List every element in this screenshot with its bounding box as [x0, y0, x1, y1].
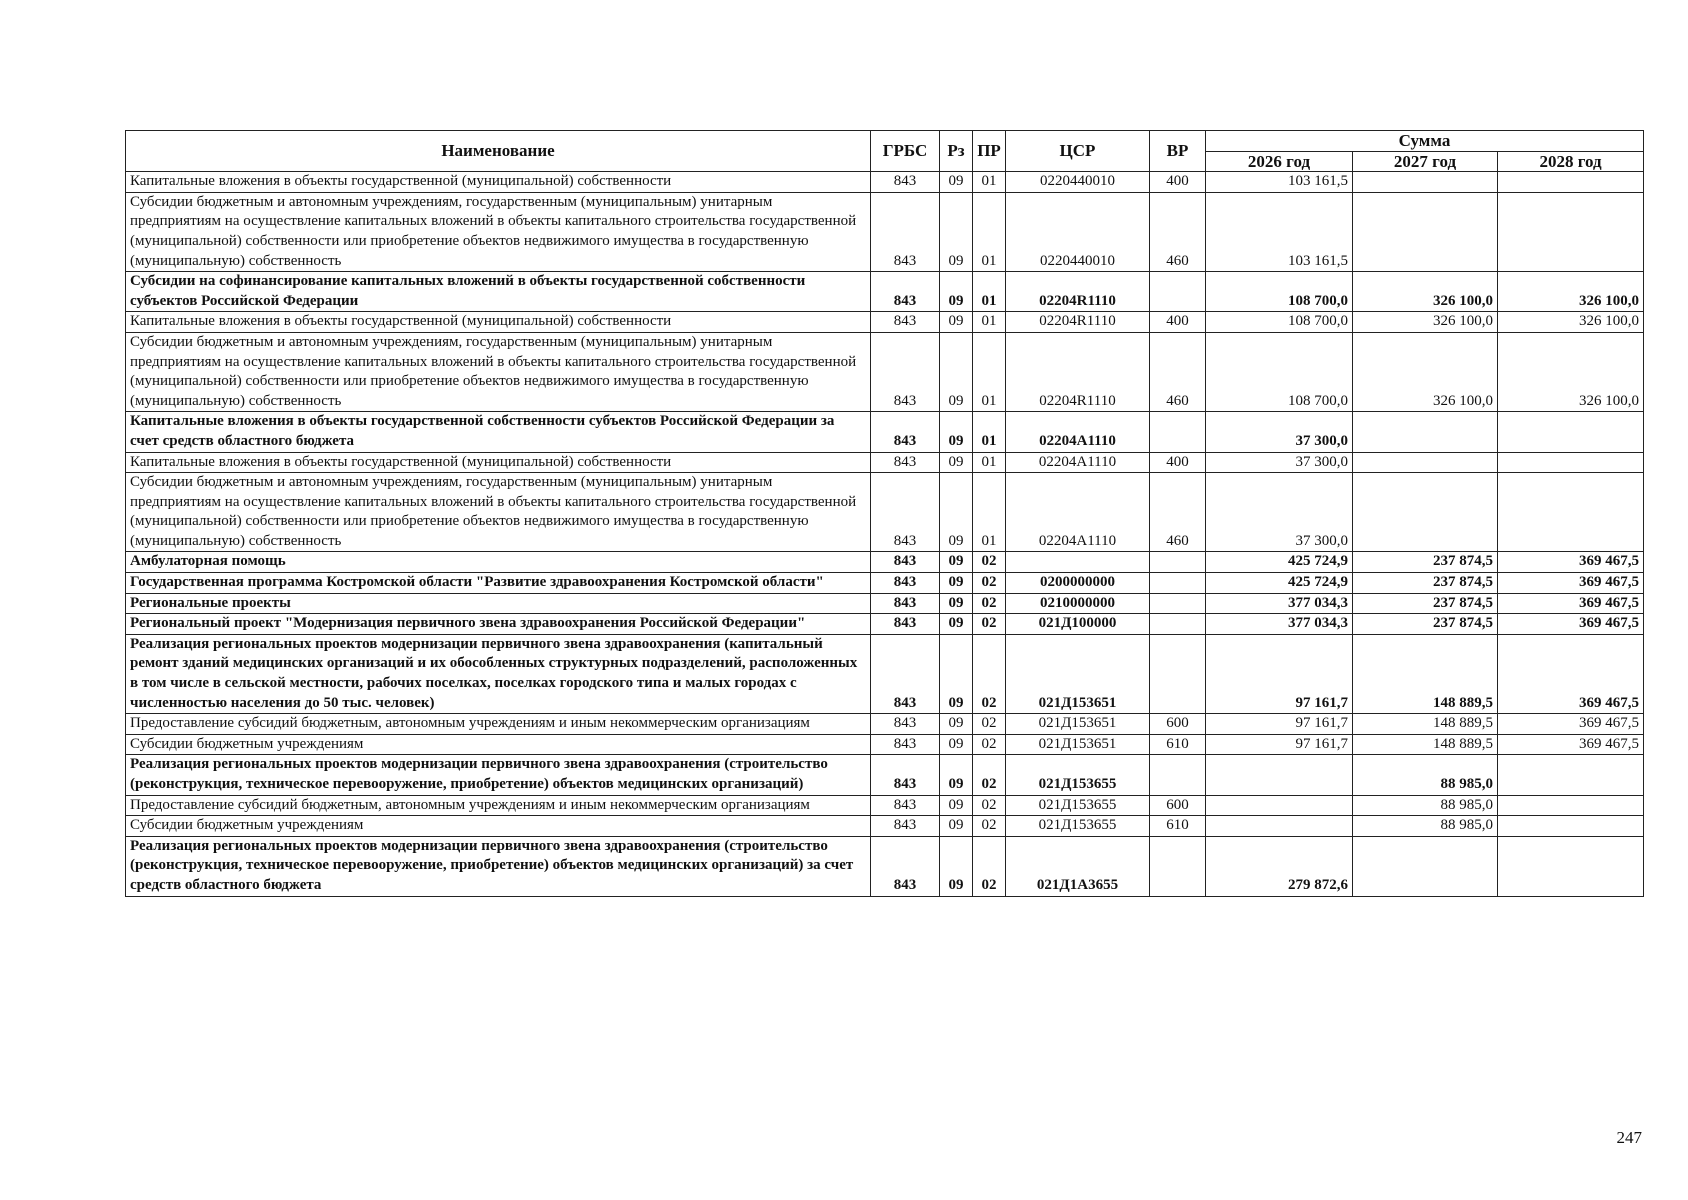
cell-rz: 09 — [940, 795, 973, 816]
table-header — [126, 131, 1644, 172]
cell-2027: 148 889,5 — [1353, 734, 1498, 755]
cell-2026: 103 161,5 — [1206, 192, 1353, 271]
cell-csr: 021Д153651 — [1006, 714, 1150, 735]
cell-name: Амбулаторная помощь — [126, 552, 871, 573]
cell-pr: 02 — [973, 573, 1006, 594]
cell-2027: 148 889,5 — [1353, 714, 1498, 735]
cell-2026 — [1206, 816, 1353, 837]
cell-rz: 09 — [940, 634, 973, 713]
cell-grbs: 843 — [871, 795, 940, 816]
table-row — [126, 634, 1644, 713]
cell-2027: 237 874,5 — [1353, 552, 1498, 573]
cell-vr: 400 — [1150, 172, 1206, 193]
cell-2026: 425 724,9 — [1206, 552, 1353, 573]
cell-2028 — [1498, 836, 1644, 896]
table-row — [126, 573, 1644, 594]
cell-csr: 021Д100000 — [1006, 614, 1150, 635]
cell-grbs: 843 — [871, 614, 940, 635]
table-row — [126, 192, 1644, 271]
table-row — [126, 836, 1644, 896]
cell-2026: 37 300,0 — [1206, 412, 1353, 452]
cell-rz: 09 — [940, 714, 973, 735]
cell-2026: 103 161,5 — [1206, 172, 1353, 193]
cell-csr: 02204A1110 — [1006, 473, 1150, 552]
cell-2027: 237 874,5 — [1353, 614, 1498, 635]
cell-2026: 97 161,7 — [1206, 714, 1353, 735]
cell-pr: 02 — [973, 816, 1006, 837]
cell-vr — [1150, 593, 1206, 614]
cell-grbs: 843 — [871, 552, 940, 573]
cell-name: Реализация региональных проектов модернизации первичного звена здравоохранения (капитальный ремонт зданий медицинских организаций и их обособленных структурных подразделений, расположенных в том числе в сельской местности, рабочих поселках, поселках городского типа и малых городах с численностью населения до 50 тыс. человек) — [126, 634, 871, 713]
cell-pr: 01 — [973, 312, 1006, 333]
cell-pr: 01 — [973, 452, 1006, 473]
header-pr: ПР — [973, 131, 1006, 172]
cell-vr: 460 — [1150, 192, 1206, 271]
cell-name: Капитальные вложения в объекты государственной (муниципальной) собственности — [126, 452, 871, 473]
cell-2027 — [1353, 172, 1498, 193]
cell-2026 — [1206, 795, 1353, 816]
cell-pr: 01 — [973, 332, 1006, 411]
cell-name: Капитальные вложения в объекты государственной (муниципальной) собственности — [126, 312, 871, 333]
cell-pr: 02 — [973, 593, 1006, 614]
cell-grbs: 843 — [871, 452, 940, 473]
cell-2028: 369 467,5 — [1498, 634, 1644, 713]
cell-rz: 09 — [940, 593, 973, 614]
cell-rz: 09 — [940, 312, 973, 333]
cell-grbs: 843 — [871, 312, 940, 333]
cell-csr: 0200000000 — [1006, 573, 1150, 594]
cell-grbs: 843 — [871, 816, 940, 837]
cell-2028 — [1498, 192, 1644, 271]
cell-grbs: 843 — [871, 272, 940, 312]
cell-vr — [1150, 573, 1206, 594]
table-row — [126, 312, 1644, 333]
header-rz: Рз — [940, 131, 973, 172]
cell-name: Предоставление субсидий бюджетным, автономным учреждениям и иным некоммерческим организациям — [126, 795, 871, 816]
cell-pr: 02 — [973, 714, 1006, 735]
cell-2027 — [1353, 836, 1498, 896]
cell-vr: 460 — [1150, 332, 1206, 411]
cell-grbs: 843 — [871, 332, 940, 411]
cell-grbs: 843 — [871, 192, 940, 271]
cell-rz: 09 — [940, 452, 973, 473]
cell-2026: 108 700,0 — [1206, 312, 1353, 333]
cell-rz: 09 — [940, 573, 973, 594]
cell-vr: 600 — [1150, 795, 1206, 816]
cell-rz: 09 — [940, 272, 973, 312]
cell-2028 — [1498, 795, 1644, 816]
cell-2026 — [1206, 755, 1353, 795]
cell-name: Региональный проект "Модернизация первичного звена здравоохранения Российской Федерации" — [126, 614, 871, 635]
cell-2028 — [1498, 412, 1644, 452]
cell-2028: 326 100,0 — [1498, 272, 1644, 312]
cell-vr: 400 — [1150, 312, 1206, 333]
cell-pr: 01 — [973, 192, 1006, 271]
cell-vr — [1150, 614, 1206, 635]
cell-pr: 02 — [973, 734, 1006, 755]
cell-grbs: 843 — [871, 172, 940, 193]
cell-grbs: 843 — [871, 836, 940, 896]
cell-vr: 610 — [1150, 734, 1206, 755]
cell-2028 — [1498, 755, 1644, 795]
cell-vr: 460 — [1150, 473, 1206, 552]
table-row — [126, 473, 1644, 552]
cell-2027: 326 100,0 — [1353, 312, 1498, 333]
cell-rz: 09 — [940, 614, 973, 635]
cell-2027: 237 874,5 — [1353, 573, 1498, 594]
cell-grbs: 843 — [871, 593, 940, 614]
header-csr: ЦСР — [1006, 131, 1150, 172]
table-body — [126, 172, 1644, 896]
cell-csr: 02204A1110 — [1006, 412, 1150, 452]
cell-2028: 369 467,5 — [1498, 714, 1644, 735]
cell-2026: 108 700,0 — [1206, 332, 1353, 411]
cell-rz: 09 — [940, 172, 973, 193]
cell-name: Государственная программа Костромской области "Развитие здравоохранения Костромской области" — [126, 573, 871, 594]
cell-csr: 021Д153651 — [1006, 734, 1150, 755]
cell-2027 — [1353, 192, 1498, 271]
cell-2027 — [1353, 452, 1498, 473]
cell-2026: 377 034,3 — [1206, 593, 1353, 614]
cell-2028: 369 467,5 — [1498, 573, 1644, 594]
cell-vr — [1150, 272, 1206, 312]
cell-csr: 0220440010 — [1006, 192, 1150, 271]
header-name: Наименование — [126, 131, 871, 172]
cell-vr: 610 — [1150, 816, 1206, 837]
table-row — [126, 272, 1644, 312]
cell-csr: 02204R1110 — [1006, 332, 1150, 411]
cell-2028: 369 467,5 — [1498, 593, 1644, 614]
cell-csr: 021Д153655 — [1006, 795, 1150, 816]
cell-2028: 326 100,0 — [1498, 312, 1644, 333]
header-2026: 2026 год — [1206, 151, 1353, 172]
cell-2026: 377 034,3 — [1206, 614, 1353, 635]
header-2027: 2027 год — [1353, 151, 1498, 172]
cell-2028 — [1498, 816, 1644, 837]
cell-pr: 02 — [973, 755, 1006, 795]
table-row — [126, 816, 1644, 837]
cell-vr — [1150, 634, 1206, 713]
cell-name: Субсидии бюджетным учреждениям — [126, 734, 871, 755]
cell-name: Субсидии бюджетным учреждениям — [126, 816, 871, 837]
table-row — [126, 452, 1644, 473]
cell-pr: 01 — [973, 272, 1006, 312]
cell-grbs: 843 — [871, 473, 940, 552]
table-row — [126, 795, 1644, 816]
table-row — [126, 172, 1644, 193]
cell-2027: 326 100,0 — [1353, 332, 1498, 411]
cell-vr — [1150, 836, 1206, 896]
cell-2028: 326 100,0 — [1498, 332, 1644, 411]
cell-2027: 88 985,0 — [1353, 755, 1498, 795]
cell-csr: 021Д153655 — [1006, 755, 1150, 795]
cell-2028 — [1498, 172, 1644, 193]
cell-vr — [1150, 755, 1206, 795]
cell-vr — [1150, 552, 1206, 573]
cell-rz: 09 — [940, 473, 973, 552]
cell-pr: 01 — [973, 473, 1006, 552]
cell-rz: 09 — [940, 755, 973, 795]
cell-csr: 02204R1110 — [1006, 272, 1150, 312]
table-row — [126, 714, 1644, 735]
cell-csr: 0220440010 — [1006, 172, 1150, 193]
cell-2027: 148 889,5 — [1353, 634, 1498, 713]
cell-name: Реализация региональных проектов модернизации первичного звена здравоохранения (строительство (реконструкция, техническое перевооружение, приобретение) объектов медицинских организаций) за счет средств областного бюджета — [126, 836, 871, 896]
cell-pr: 02 — [973, 836, 1006, 896]
cell-csr: 02204R1110 — [1006, 312, 1150, 333]
cell-csr — [1006, 552, 1150, 573]
cell-pr: 02 — [973, 552, 1006, 573]
cell-2028: 369 467,5 — [1498, 734, 1644, 755]
cell-rz: 09 — [940, 734, 973, 755]
cell-name: Субсидии бюджетным и автономным учреждениям, государственным (муниципальным) унитарным предприятиям на осуществление капитальных вложений в объекты капитального строительства государственной (муниципальной) собственности или приобретение объектов недвижимого имущества в государственную (муниципальную) собственность — [126, 332, 871, 411]
cell-pr: 01 — [973, 412, 1006, 452]
cell-2027 — [1353, 473, 1498, 552]
cell-rz: 09 — [940, 412, 973, 452]
cell-vr: 600 — [1150, 714, 1206, 735]
cell-2027 — [1353, 412, 1498, 452]
cell-name: Предоставление субсидий бюджетным, автономным учреждениям и иным некоммерческим организациям — [126, 714, 871, 735]
table-row — [126, 593, 1644, 614]
cell-pr: 02 — [973, 614, 1006, 635]
header-2028: 2028 год — [1498, 151, 1644, 172]
cell-csr: 0210000000 — [1006, 593, 1150, 614]
cell-name: Субсидии бюджетным и автономным учреждениям, государственным (муниципальным) унитарным предприятиям на осуществление капитальных вложений в объекты капитального строительства государственной (муниципальной) собственности или приобретение объектов недвижимого имущества в государственную (муниципальную) собственность — [126, 473, 871, 552]
cell-pr: 02 — [973, 634, 1006, 713]
cell-grbs: 843 — [871, 714, 940, 735]
budget-table — [125, 130, 1644, 897]
cell-vr — [1150, 412, 1206, 452]
cell-rz: 09 — [940, 332, 973, 411]
cell-name: Региональные проекты — [126, 593, 871, 614]
cell-2026: 37 300,0 — [1206, 452, 1353, 473]
cell-grbs: 843 — [871, 734, 940, 755]
cell-grbs: 843 — [871, 412, 940, 452]
cell-grbs: 843 — [871, 573, 940, 594]
cell-2027: 326 100,0 — [1353, 272, 1498, 312]
cell-csr: 02204A1110 — [1006, 452, 1150, 473]
cell-name: Капитальные вложения в объекты государственной (муниципальной) собственности — [126, 172, 871, 193]
cell-2028 — [1498, 473, 1644, 552]
cell-2026: 108 700,0 — [1206, 272, 1353, 312]
cell-rz: 09 — [940, 552, 973, 573]
cell-name: Капитальные вложения в объекты государственной собственности субъектов Российской Федерации за счет средств областного бюджета — [126, 412, 871, 452]
cell-vr: 400 — [1150, 452, 1206, 473]
table-row — [126, 614, 1644, 635]
cell-2028 — [1498, 452, 1644, 473]
cell-name: Реализация региональных проектов модернизации первичного звена здравоохранения (строительство (реконструкция, техническое перевооружение, приобретение) объектов медицинских организаций) — [126, 755, 871, 795]
page-number: 247 — [1616, 1128, 1642, 1147]
cell-2026: 97 161,7 — [1206, 634, 1353, 713]
cell-2028: 369 467,5 — [1498, 552, 1644, 573]
cell-pr: 01 — [973, 172, 1006, 193]
cell-name: Субсидии бюджетным и автономным учреждениям, государственным (муниципальным) унитарным предприятиям на осуществление капитальных вложений в объекты капитального строительства государственной (муниципальной) собственности или приобретение объектов недвижимого имущества в государственную (муниципальную) собственность — [126, 192, 871, 271]
table-row — [126, 332, 1644, 411]
cell-2026: 279 872,6 — [1206, 836, 1353, 896]
cell-2027: 237 874,5 — [1353, 593, 1498, 614]
cell-name: Субсидии на софинансирование капитальных вложений в объекты государственной собственности субъектов Российской Федерации — [126, 272, 871, 312]
table-row — [126, 734, 1644, 755]
cell-grbs: 843 — [871, 755, 940, 795]
header-sum: Сумма — [1206, 131, 1644, 152]
cell-2027: 88 985,0 — [1353, 816, 1498, 837]
cell-csr: 021Д1А3655 — [1006, 836, 1150, 896]
cell-csr: 021Д153655 — [1006, 816, 1150, 837]
cell-grbs: 843 — [871, 634, 940, 713]
cell-rz: 09 — [940, 192, 973, 271]
cell-pr: 02 — [973, 795, 1006, 816]
cell-2028: 369 467,5 — [1498, 614, 1644, 635]
table-row — [126, 755, 1644, 795]
cell-rz: 09 — [940, 836, 973, 896]
table-row — [126, 412, 1644, 452]
header-grbs: ГРБС — [871, 131, 940, 172]
cell-2026: 425 724,9 — [1206, 573, 1353, 594]
cell-rz: 09 — [940, 816, 973, 837]
table-row — [126, 552, 1644, 573]
header-vr: ВР — [1150, 131, 1206, 172]
cell-csr: 021Д153651 — [1006, 634, 1150, 713]
cell-2026: 97 161,7 — [1206, 734, 1353, 755]
cell-2027: 88 985,0 — [1353, 795, 1498, 816]
cell-2026: 37 300,0 — [1206, 473, 1353, 552]
